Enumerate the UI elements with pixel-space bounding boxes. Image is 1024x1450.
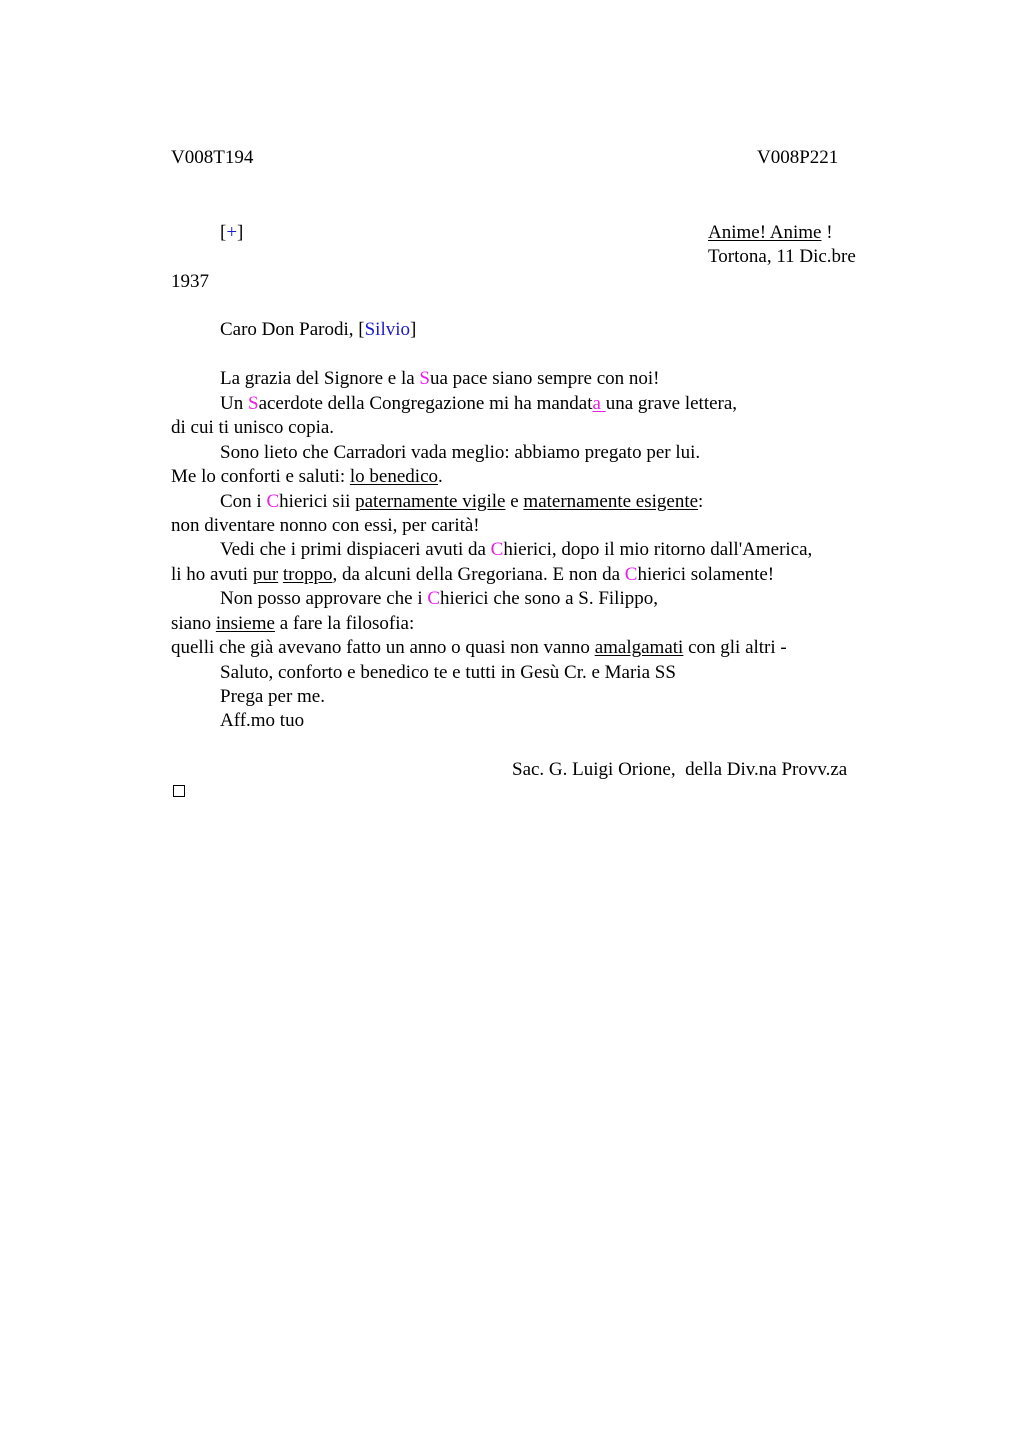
text-segment: Me lo conforti e saluti:: [171, 466, 350, 487]
text-segment: pur: [252, 564, 279, 585]
text-segment: acerdote della Congregazione mi ha mandat: [258, 393, 593, 414]
text-segment: C: [624, 564, 638, 585]
body-line: [171, 417, 334, 439]
text-segment: hierici che sono a S. Filippo,: [440, 588, 658, 609]
text-segment: ua pace siano sempre con noi!: [430, 368, 660, 389]
text-segment: Aff.mo tuo: [220, 710, 305, 731]
cross-symbol: +: [226, 222, 238, 243]
body-line: [171, 564, 774, 586]
signature: Sac. G. Luigi Orione, della Div.na Provv.za: [512, 759, 848, 780]
place-date: Tortona, 11 Dic.bre: [708, 246, 856, 267]
empty-square-icon: [173, 785, 185, 797]
text-segment: La grazia del Signore e la: [220, 368, 420, 389]
editorial-name: Silvio: [364, 319, 410, 340]
document-code-left: V008T194: [171, 147, 254, 168]
text-segment: C: [490, 539, 504, 560]
text-segment: hierici, dopo il mio ritorno dall'America,: [503, 539, 813, 560]
text-segment: maternamente esigente: [523, 491, 699, 512]
body-line: [171, 637, 787, 659]
text-segment: con gli altri -: [683, 637, 787, 658]
motto-tail: !: [821, 222, 833, 243]
text-segment: hierici solamente!: [637, 564, 775, 585]
motto-underlined: Anime! Anime: [708, 222, 822, 243]
body-line: [220, 442, 700, 464]
body-line: [220, 539, 812, 561]
bracket-open: [: [220, 222, 227, 243]
body-line: [171, 515, 480, 537]
body-line: [171, 613, 414, 635]
text-segment: [: [358, 319, 365, 340]
text-segment: non diventare nonno con essi, per carità!: [171, 515, 480, 536]
text-segment: Un: [220, 393, 248, 414]
text-segment: hierici sii: [279, 491, 356, 512]
body-line: [220, 368, 660, 390]
text-segment: C: [427, 588, 441, 609]
text-segment: Prega per me.: [220, 686, 325, 707]
text-segment: insieme: [215, 613, 275, 634]
text-segment: una grave lettera,: [605, 393, 738, 414]
text-segment: Vedi che i primi dispiaceri avuti da: [220, 539, 491, 560]
text-segment: Non posso approvare che i: [220, 588, 428, 609]
body-line: [220, 686, 325, 708]
text-segment: siano: [171, 613, 216, 634]
year: 1937: [171, 271, 209, 292]
text-segment: quelli che già avevano fatto un anno o quasi non vanno: [171, 637, 595, 658]
text-segment: amalgamati: [594, 637, 684, 658]
body-line: [220, 588, 658, 610]
editorial-cross-marker: [220, 222, 243, 244]
text-segment: e: [505, 491, 524, 512]
text-segment: :: [698, 491, 704, 512]
text-segment: Con i: [220, 491, 267, 512]
text-segment: paternamente vigile: [355, 491, 506, 512]
bracket-close: ]: [237, 222, 244, 243]
text-segment: ]: [410, 319, 417, 340]
text-segment: a fare la filosofia:: [274, 613, 415, 634]
body-line: [220, 662, 676, 684]
text-segment: a: [592, 393, 606, 414]
text-segment: di cui ti unisco copia.: [171, 417, 335, 438]
text-segment: C: [266, 491, 280, 512]
salutation: [220, 319, 416, 341]
document-code-right: V008P221: [757, 147, 839, 168]
text-segment: .: [438, 466, 443, 487]
body-line: [220, 393, 737, 415]
closing-line: [220, 710, 304, 732]
text-segment: troppo: [282, 564, 333, 585]
text-segment: lo benedico: [349, 466, 438, 487]
text-segment: li ho avuti: [171, 564, 253, 585]
text-segment: Saluto, conforto e benedico te e tutti in Gesù Cr. e Maria SS: [220, 662, 676, 683]
text-segment: S: [419, 368, 430, 389]
body-line: [171, 466, 443, 488]
text-segment: Sono lieto che Carradori vada meglio: abbiamo pregato per lui.: [220, 442, 701, 463]
text-segment: Caro Don Parodi,: [220, 319, 359, 340]
text-segment: S: [247, 393, 259, 414]
body-line: [220, 491, 703, 513]
text-segment: , da alcuni della Gregoriana. E non da: [332, 564, 625, 585]
motto: [708, 222, 833, 244]
